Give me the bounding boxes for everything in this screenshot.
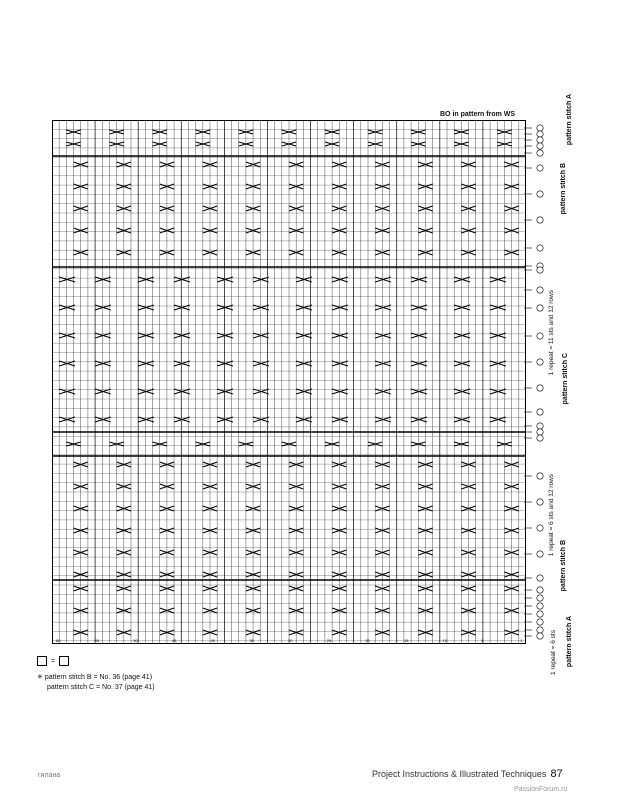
column-number: 20 [365,638,370,643]
knit-square-icon [59,656,69,666]
asterisk-icon: ✳ [37,674,43,681]
label-pattern-b-top: pattern stitch B [560,163,567,215]
note-b: ✳ pattern stitch B = No. 36 (page 41) [37,674,153,681]
label-pattern-c: pattern stitch C [562,353,569,405]
row-number-circle [537,627,543,633]
row-number-circle [537,619,543,625]
column-number: 60 [56,638,61,643]
row-number-circle [537,499,543,505]
repeat-note-b: 1 repeat = 6 sts and 12 rows [548,474,555,557]
row-number-circle [537,143,543,149]
footer-brand: гилана [38,772,61,779]
row-number-circle [537,575,543,581]
column-number: 1 [520,638,523,643]
label-pattern-a-top: pattern stitch A [566,94,573,146]
row-number-circle [537,611,543,617]
row-number-circle [537,429,543,435]
row-number-circle [537,525,543,531]
column-number: 45 [172,638,177,643]
knitting-chart [52,120,526,644]
row-number-circle [537,131,543,137]
row-number-circle [537,587,543,593]
column-number: 5 [481,638,484,643]
pattern-notes [37,673,155,693]
row-number-circle [537,245,543,251]
watermark: PassionForum.ru [514,786,568,793]
empty-square-icon [37,656,47,666]
column-number: 50 [133,638,138,643]
row-number-circle [537,603,543,609]
row-number-circle [537,165,543,171]
row-number-circle [537,633,543,639]
bind-off-note: BO in pattern from WS [440,111,516,118]
repeat-note-a: 1 repeat = 6 sts [550,630,557,675]
column-number: 15 [404,638,409,643]
row-number-circle [537,137,543,143]
legend [37,656,71,666]
column-number: 40 [210,638,216,643]
row-number-circle [537,191,543,197]
row-number-circle [537,150,543,156]
label-pattern-b-bottom: pattern stitch B [560,540,567,592]
row-number-circle [537,435,543,441]
row-number-circle [537,217,543,223]
chart-frame [52,120,526,644]
row-number-circle [537,305,543,311]
row-number-circle [537,551,543,557]
row-number-circle [537,423,543,429]
column-number: 35 [249,638,254,643]
column-number: 25 [326,638,332,643]
column-number: 30 [288,638,293,643]
row-number-circle [537,595,543,601]
row-number-circle [537,287,543,293]
row-number-circle [537,267,543,273]
row-number-circle [537,125,543,131]
repeat-note-c: 1 repeat = 11 sts and 12 rows [548,290,555,376]
row-number-circle [537,359,543,365]
column-number: 10 [442,638,448,643]
label-pattern-a-bottom: pattern stitch A [566,616,573,668]
row-number-circle [537,409,543,415]
column-number: 55 [94,638,100,643]
note-c: pattern stitch C = No. 37 (page 41) [47,684,155,691]
row-number-circle [537,385,543,391]
legend-equals: = [50,657,56,665]
footer-title: Project Instructions & Illustrated Techniques 87 [372,768,563,780]
row-number-circle [537,333,543,339]
row-number-circle [537,473,543,479]
page-number: 87 [550,768,563,780]
